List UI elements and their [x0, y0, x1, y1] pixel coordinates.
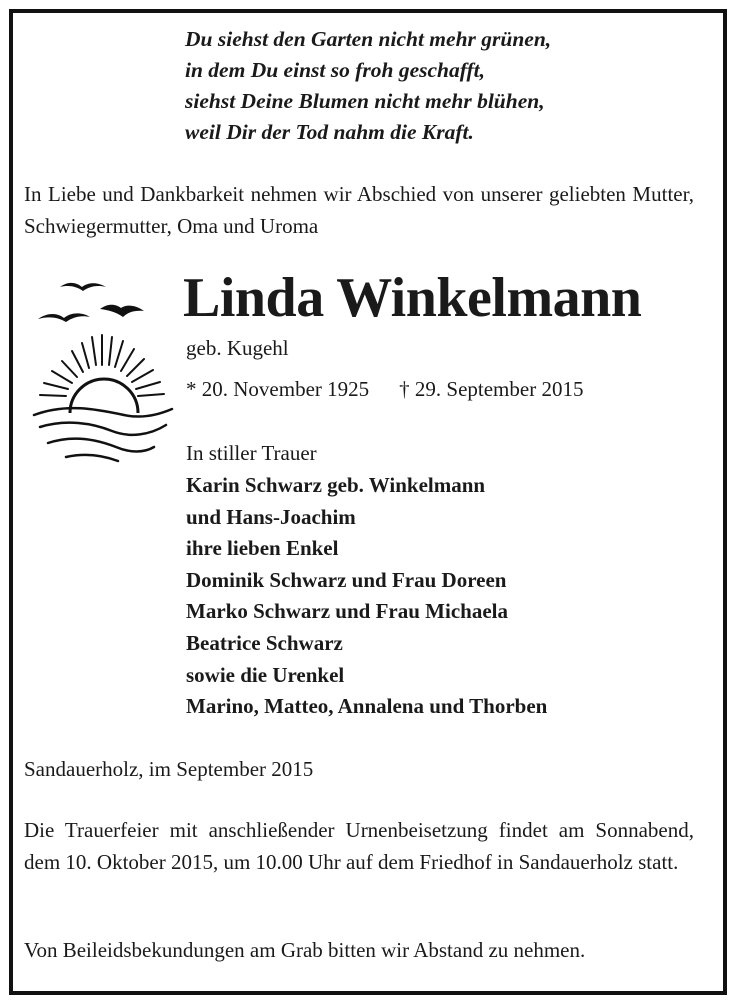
mourners-intro: In stiller Trauer — [186, 441, 317, 465]
mourners-list — [186, 470, 547, 723]
poem — [185, 24, 551, 148]
mourner-line: Dominik Schwarz und Frau Doreen — [186, 567, 507, 592]
sunset-birds-icon — [26, 275, 178, 465]
mourner-line: ihre lieben Enkel — [186, 536, 339, 561]
ceremony-info: Die Trauerfeier mit anschließender Urnenbeisetzung findet am Sonnabend, dem 10. Oktober 2015, um 10.00 Uhr auf dem Friedhof in Sandauerholz statt. — [24, 818, 694, 874]
mourner-line: Karin Schwarz geb. Winkelmann — [186, 473, 486, 497]
poem-line: in dem Du einst so froh geschafft, — [185, 58, 486, 82]
life-dates — [186, 374, 583, 404]
mourner-line: und Hans-Joachim — [186, 504, 356, 529]
deceased-name: Linda Winkelmann — [183, 267, 642, 329]
death-date: † 29. September 2015 — [399, 377, 584, 401]
maiden-name: geb. Kugehl — [186, 336, 289, 360]
poem-line: siehst Deine Blumen nicht mehr blühen, — [185, 89, 545, 113]
condolence-note: Von Beileidsbekundungen am Grab bitten wir Abstand zu nehmen. — [24, 938, 586, 962]
birth-date: * 20. November 1925 — [186, 377, 370, 401]
mourner-line: Beatrice Schwarz — [186, 630, 343, 655]
mourner-line: sowie die Urenkel — [186, 662, 345, 687]
farewell-intro: In Liebe und Dankbarkeit nehmen wir Abschied von unserer geliebten Mutter, Schwiegermutter, Oma und Uroma — [24, 182, 694, 238]
mourner-line: Marino, Matteo, Annalena und Thorben — [186, 694, 548, 719]
mourner-line: Marko Schwarz und Frau Michaela — [186, 599, 508, 624]
poem-line: weil Dir der Tod nahm die Kraft. — [185, 120, 474, 144]
poem-line: Du siehst den Garten nicht mehr grünen, — [185, 27, 552, 51]
place-date: Sandauerholz, im September 2015 — [24, 757, 314, 781]
